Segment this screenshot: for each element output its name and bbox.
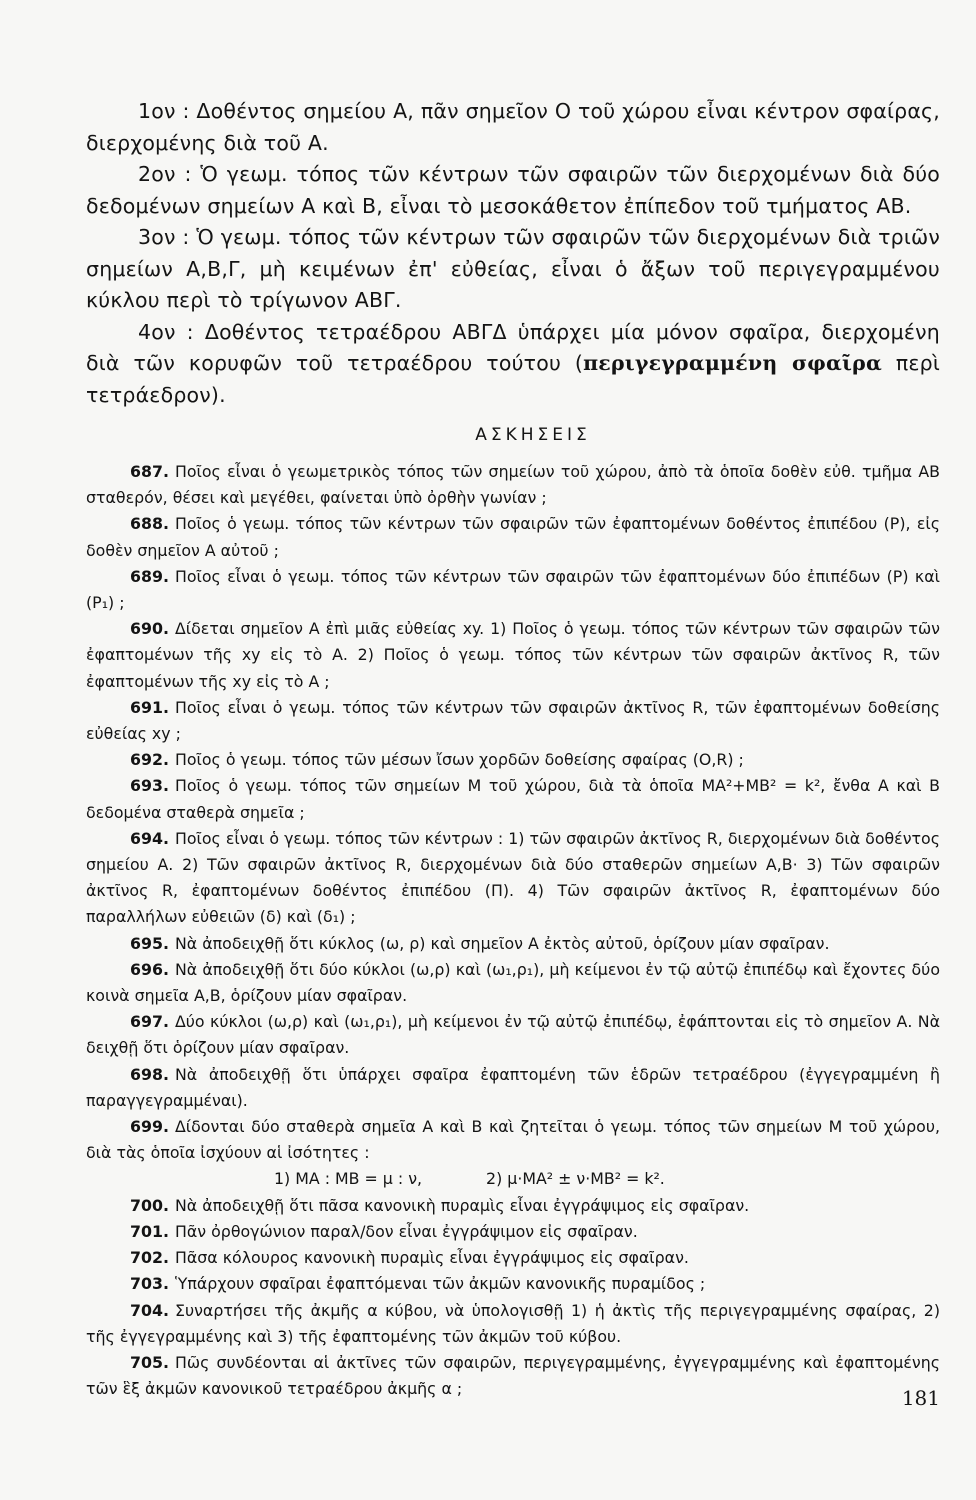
exercise-item — [86, 1114, 940, 1166]
exercise-list — [86, 459, 940, 1402]
exercise-item — [86, 1062, 940, 1114]
exercise-item — [86, 511, 940, 563]
exercise-text: Ποῖος εἶναι ὁ γεωμετρικὸς τόπος τῶν σημείων τοῦ χώρου, ἀπὸ τὰ ὁποῖα δοθὲν εὐθ. τμῆμα ΑΒ σταθερόν, θέσει καὶ μεγέθει, φαίνεται ὑπὸ ὀρθὴν γωνίαν ; — [86, 462, 940, 508]
exercise-text: Ὑπάρχουν σφαῖραι ἐφαπτόμεναι τῶν ἀκμῶν κανονικῆς πυραμίδος ; — [174, 1274, 706, 1294]
theorem-text: Ὁ γεωμ. τόπος τῶν κέντρων τῶν σφαιρῶν τῶν διερχομένων διὰ τριῶν σημείων Α,Β,Γ, μὴ κειμένων ἐπ' εὐθείας, εἶναι ὁ ἄξων τοῦ περιγεγραμμένου κύκλου περὶ τὸ τρίγωνον ΑΒΓ. — [86, 225, 940, 312]
theorem-2 — [86, 159, 940, 222]
exercise-item — [86, 957, 940, 1009]
exercise-number: 705. — [130, 1352, 169, 1372]
theorem-bold-term: περιγεγραμμένη σφαῖρα — [583, 351, 882, 375]
exercise-number: 693. — [130, 776, 169, 796]
exercise-item — [86, 1245, 940, 1271]
exercise-item — [86, 459, 940, 511]
exercise-text: Ποῖος ὁ γεωμ. τόπος τῶν σημείων Μ τοῦ χώρου, διὰ τὰ ὁποῖα ΜΑ²+ΜΒ² = k², ἔνθα Α καὶ Β δεδομένα σταθερὰ σημεῖα ; — [86, 776, 940, 822]
exercise-number: 692. — [130, 750, 169, 770]
exercise-number: 688. — [130, 514, 169, 534]
exercise-text: Πᾶν ὀρθογώνιον παραλ/δον εἶναι ἐγγράψιμον εἰς σφαῖραν. — [174, 1221, 638, 1241]
exercise-text: Δίδεται σημεῖον Α ἐπὶ μιᾶς εὐθείας xy. 1) Ποῖος ὁ γεωμ. τόπος τῶν κέντρων τῶν σφαιρῶν τῶν ἐφαπτομένων τῆς xy εἰς τὸ Α. 2) Ποῖος ὁ γεωμ. τόπος τῶν κέντρων τῶν σφαιρῶν ἀκτῖνος R, τῶν ἐφαπτομένων τῆς xy εἰς τὸ Α ; — [86, 619, 940, 691]
exercise-text: Συναρτήσει τῆς ἀκμῆς α κύβου, νὰ ὑπολογισθῇ 1) ἡ ἀκτὶς τῆς περιγεγραμμένης σφαίρας, 2) τῆς ἐγγεγραμμένης καὶ 3) τῆς ἐφαπτομένης τῶν ἀκμῶν τοῦ κύβου. — [86, 1300, 940, 1346]
exercise-number: 694. — [130, 828, 169, 848]
exercise-number: 689. — [130, 566, 169, 586]
exercise-text: Δίδονται δύο σταθερὰ σημεῖα Α καὶ Β καὶ ζητεῖται ὁ γεωμ. τόπος τῶν σημείων Μ τοῦ χώρου, διὰ τὰς ὁποῖα ἰσχύουν αἱ ἰσότητες : — [86, 1117, 940, 1163]
exercise-number: 700. — [130, 1195, 169, 1215]
section-heading: ΑΣΚΗΣΕΙΣ — [475, 425, 591, 445]
theorem-text: Ὁ γεωμ. τόπος τῶν κέντρων τῶν σφαιρῶν τῶν διερχομένων διὰ δύο δεδομένων σημείων Α καὶ Β, εἶναι τὸ μεσοκάθετον ἐπίπεδον τοῦ τμήματος ΑΒ. — [86, 162, 941, 218]
formula-line — [86, 1166, 940, 1192]
exercise-text: Νὰ ἀποδειχθῇ ὅτι πᾶσα κανονικὴ πυραμὶς εἶναι ἐγγράψιμος εἰς σφαῖραν. — [174, 1195, 750, 1215]
exercise-text: Ποῖος ὁ γεωμ. τόπος τῶν κέντρων τῶν σφαιρῶν τῶν ἐφαπτομένων δοθέντος ἐπιπέδου (Ρ), εἰς δοθὲν σημεῖον Α αὐτοῦ ; — [86, 514, 940, 560]
exercise-text: Νὰ ἀποδειχθῇ ὅτι δύο κύκλοι (ω,ρ) καὶ (ω₁,ρ₁), μὴ κείμενοι ἐν τῷ αὐτῷ ἐπιπέδῳ καὶ ἔχοντες δύο κοινὰ σημεῖα Α,Β, ὁρίζουν μίαν σφαῖραν. — [86, 959, 940, 1006]
theorem-4 — [86, 317, 940, 412]
exercise-item — [86, 1298, 940, 1350]
exercise-item — [86, 1193, 940, 1219]
exercise-text: Δύο κύκλοι (ω,ρ) καὶ (ω₁,ρ₁), μὴ κείμενοι ἐν τῷ αὐτῷ ἐπιπέδῳ, ἐφάπτονται εἰς τὸ σημεῖον Α. Νὰ δειχθῇ ὅτι ὁρίζουν μίαν σφαῖραν. — [86, 1012, 940, 1058]
exercise-number: 702. — [130, 1248, 169, 1268]
theorem-label: 2ον : — [138, 162, 192, 186]
theorem-text: Δοθέντος τετραέδρου ΑΒΓΔ ὑπάρχει μία μόνον σφαῖρα, διερχομένη διὰ τῶν κορυφῶν τοῦ τετραέδρου τούτου ( — [86, 319, 940, 375]
exercise-number: 696. — [130, 959, 169, 979]
theorem-label: 1ον : — [138, 99, 190, 123]
theorem-list — [86, 96, 940, 411]
formula-part-2: 2) μ·ΜΑ² ± ν·ΜΒ² = k². — [486, 1169, 665, 1189]
exercise-item — [86, 695, 940, 747]
theorem-3 — [86, 222, 940, 317]
exercise-number: 703. — [130, 1274, 169, 1294]
exercise-number: 698. — [130, 1064, 169, 1084]
exercise-item — [86, 1271, 940, 1297]
exercise-number: 697. — [130, 1012, 169, 1032]
exercise-item — [86, 826, 940, 931]
exercise-text: Νὰ ἀποδειχθῇ ὅτι ὑπάρχει σφαῖρα ἐφαπτομένη τῶν ἑδρῶν τετραέδρου (ἐγγεγραμμένη ἢ παραγγεγραμμέναι). — [86, 1064, 940, 1110]
exercise-number: 691. — [130, 697, 169, 717]
exercise-item — [86, 1350, 940, 1402]
theorem-label: 4ον : — [138, 319, 194, 344]
exercise-number: 704. — [130, 1300, 169, 1320]
page-number: 181 — [901, 1386, 940, 1410]
exercise-item — [86, 773, 940, 825]
formula-part-1: 1) ΜΑ : ΜΒ = μ : ν, — [274, 1169, 423, 1189]
exercise-item — [86, 931, 940, 957]
exercise-text: Ποῖος ὁ γεωμ. τόπος τῶν μέσων ἴσων χορδῶν δοθείσης σφαίρας (Ο,R) ; — [174, 750, 744, 770]
exercise-text: Ποῖος εἶναι ὁ γεωμ. τόπος τῶν κέντρων : 1) τῶν σφαιρῶν ἀκτῖνος R, διερχομένων διὰ δοθέντος σημείου Α. 2) Τῶν σφαιρῶν ἀκτῖνος R, διερχομένων διὰ δύο σταθερῶν σημείων Α,Β· 3) Τῶν σφαιρῶν ἀκτῖνος R, ἐφαπτομένων δοθέντος ἐπιπέδου (Π). 4) Τῶν σφαιρῶν ἀκτῖνος R, ἐφαπτομένων δύο παραλλήλων εὐθειῶν (δ) καὶ (δ₁) ; — [86, 828, 940, 927]
exercise-text: Πῶς συνδέονται αἱ ἀκτῖνες τῶν σφαιρῶν, περιγεγραμμένης, ἐγγεγραμμένης καὶ ἐφαπτομένης τῶν ἓξ ἀκμῶν κανονικοῦ τετραέδρου ἀκμῆς α ; — [86, 1352, 940, 1399]
exercise-item — [86, 1219, 940, 1245]
theorem-text: Δοθέντος σημείου Α, πᾶν σημεῖον Ο τοῦ χώρου εἶναι κέντρον σφαίρας, διερχομένης διὰ τοῦ Α. — [86, 99, 940, 155]
exercise-number: 701. — [130, 1221, 169, 1241]
exercise-text: Ποῖος εἶναι ὁ γεωμ. τόπος τῶν κέντρων τῶν σφαιρῶν ἀκτῖνος R, τῶν ἐφαπτομένων δοθείσης εὐθείας xy ; — [86, 697, 940, 744]
exercise-number: 687. — [130, 462, 169, 481]
theorem-label: 3ον : — [138, 225, 190, 249]
exercise-text: Πᾶσα κόλουρος κανονικὴ πυραμὶς εἶναι ἐγγράψιμος εἰς σφαῖραν. — [174, 1248, 689, 1268]
exercise-item — [86, 1009, 940, 1061]
exercise-number: 695. — [130, 933, 169, 953]
exercise-number: 699. — [130, 1117, 169, 1137]
exercise-text: Νὰ ἀποδειχθῇ ὅτι κύκλος (ω, ρ) καὶ σημεῖον Α ἐκτὸς αὐτοῦ, ὁρίζουν μίαν σφαῖραν. — [174, 933, 830, 953]
exercise-item — [86, 564, 940, 616]
theorem-1 — [86, 96, 940, 159]
exercise-item — [86, 747, 940, 773]
exercise-number: 690. — [130, 619, 169, 639]
exercise-text: Ποῖος εἶναι ὁ γεωμ. τόπος τῶν κέντρων τῶν σφαιρῶν τῶν ἐφαπτομένων δύο ἐπιπέδων (Ρ) καὶ (Ρ₁) ; — [86, 566, 940, 613]
exercise-item — [86, 616, 940, 695]
theorem-text-end: περὶ τετράεδρον). — [86, 351, 940, 407]
